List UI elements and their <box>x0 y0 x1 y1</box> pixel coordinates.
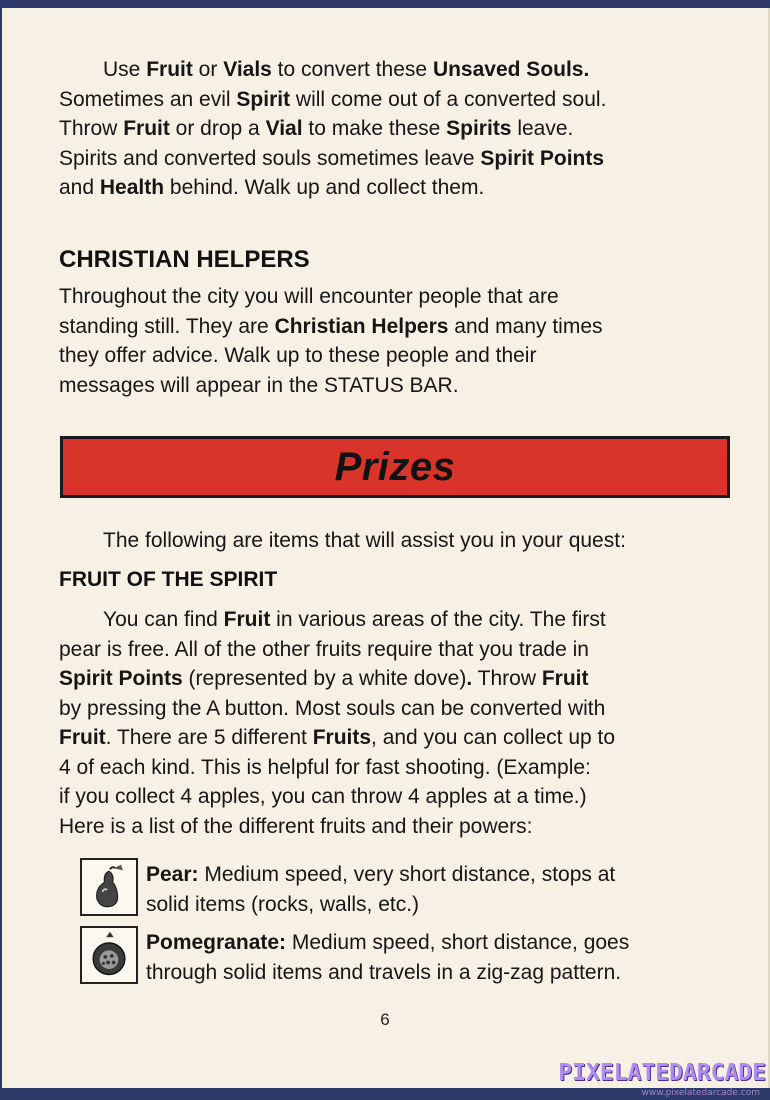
watermark-logo: PIXELATEDARCADE <box>558 1060 766 1086</box>
helpers-line-3: they offer advice. Walk up to these people and their <box>59 344 537 367</box>
fruit-paragraph <box>59 605 731 841</box>
fruit-line-6: 4 of each kind. This is helpful for fast shooting. (Example: <box>59 755 591 779</box>
fruit-line-3: Spirit Points (represented by a white dove). Throw Fruit <box>59 667 589 690</box>
pear-description <box>146 860 732 919</box>
prizes-banner <box>60 436 730 498</box>
helpers-line-1: Throughout the city you will encounter people that are <box>59 285 559 308</box>
pomegranate-description <box>146 928 732 987</box>
fruit-line-5: Fruit. There are 5 different Fruits, and you can collect up to <box>59 726 616 749</box>
helpers-paragraph <box>59 282 731 400</box>
pomegranate-line-2: through solid items and travels in a zig-zag pattern. <box>146 960 622 984</box>
intro-paragraph <box>59 55 731 203</box>
intro-line-3: Throw Fruit or drop a Vial to make these Spirits leave. <box>59 117 574 140</box>
prizes-banner-title: Prizes <box>334 444 456 489</box>
page-number: 6 <box>380 1010 390 1029</box>
fruit-line-8: Here is a list of the different fruits and their powers: <box>59 814 533 838</box>
helpers-line-2: standing still. They are Christian Helpers and many times <box>59 314 603 338</box>
intro-line-5: and Health behind. Walk up and collect them. <box>59 176 485 199</box>
intro-line-1: Use Fruit or Vials to convert these Unsaved Souls. <box>103 58 590 81</box>
intro-line-2: Sometimes an evil Spirit will come out of a converted soul. <box>59 87 607 111</box>
fruit-line-4: by pressing the A button. Most souls can be converted with <box>59 696 606 720</box>
subheading-fruit-of-the-spirit: FRUIT OF THE SPIRIT <box>59 568 278 591</box>
watermark-url: www.pixelatedarcade.com <box>641 1088 760 1098</box>
pear-line-1: Pear: Medium speed, very short distance, stops at <box>146 863 616 886</box>
prizes-intro: The following are items that will assist you in your quest: <box>103 529 626 552</box>
fruit-line-1: You can find Fruit in various areas of the city. The first <box>103 608 606 631</box>
pear-icon <box>80 858 138 916</box>
helpers-line-4: messages will appear in the STATUS BAR. <box>59 373 459 397</box>
section-heading-christian-helpers: CHRISTIAN HELPERS <box>59 246 310 273</box>
pomegranate-icon <box>80 926 138 984</box>
pear-line-2: solid items (rocks, walls, etc.) <box>146 892 420 916</box>
fruit-line-2: pear is free. All of the other fruits require that you trade in <box>59 637 589 661</box>
pomegranate-line-1: Pomegranate: Medium speed, short distance, goes <box>146 931 630 954</box>
fruit-line-7: if you collect 4 apples, you can throw 4 apples at a time.) <box>59 785 587 808</box>
intro-line-4: Spirits and converted souls sometimes leave Spirit Points <box>59 146 605 170</box>
